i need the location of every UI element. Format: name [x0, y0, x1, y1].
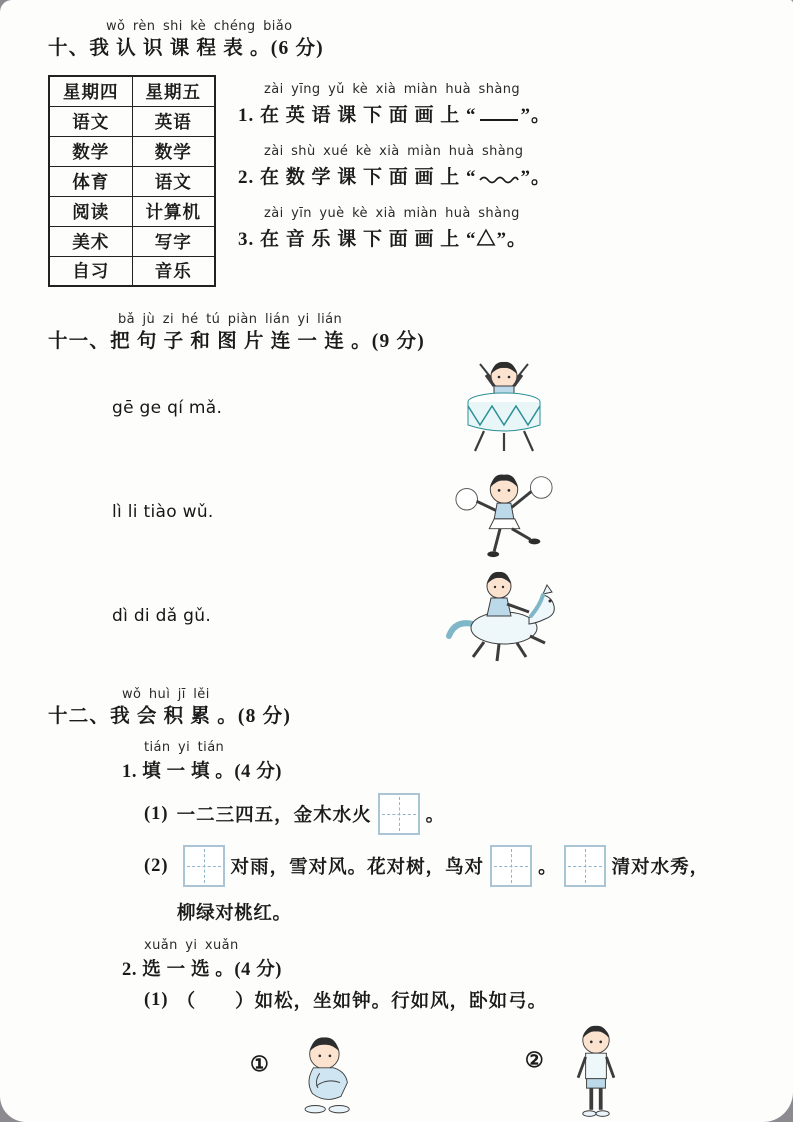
- child-playing-drum-illustration[interactable]: [418, 358, 590, 458]
- table-header-row: [49, 76, 215, 106]
- schedule-cell: 计算机: [132, 196, 215, 226]
- match-row-3: [48, 564, 757, 668]
- schedule-cell: 数学: [49, 136, 132, 166]
- sentence-play-drum[interactable]: dì di dǎ gǔ.: [112, 606, 212, 626]
- fill-in-pinyin: tián yi tián: [144, 740, 225, 755]
- table-row: [49, 136, 215, 166]
- task-3-pinyin: zài yīn yuè kè xià miàn huà shàng: [264, 206, 520, 221]
- straight-line-mark: [480, 106, 518, 121]
- fill-question-2-line-2: 柳绿对桃红。: [177, 904, 292, 924]
- question-text: 清对水秀，: [611, 858, 710, 878]
- sentence-ride-horse[interactable]: gē ge qí mǎ.: [112, 398, 223, 418]
- task-1-pinyin: zài yīng yǔ kè xià miàn huà shàng: [264, 82, 520, 97]
- choose-pinyin: xuǎn yi xuǎn: [144, 938, 239, 953]
- triangle-mark: △: [476, 229, 497, 250]
- question-suffix: 。: [425, 806, 446, 826]
- option-2[interactable]: [525, 1023, 634, 1122]
- task-2-pinyin: zài shù xué kè xià miàn huà shàng: [264, 144, 524, 159]
- writing-grid-box[interactable]: [490, 845, 532, 887]
- schedule-cell: 体育: [49, 166, 132, 196]
- choose-options: [250, 1023, 757, 1122]
- option-2-number: ②: [524, 1048, 544, 1072]
- section-11-pinyin: bǎ jù zi hé tú piàn lián yi lián: [118, 312, 343, 327]
- choose-subsection: [122, 937, 757, 1122]
- question-text: （ ）如松，坐如钟。行如风，卧如弓。: [176, 992, 548, 1012]
- table-row: [49, 196, 215, 226]
- question-text: 一二三四五，金木水火: [176, 806, 372, 826]
- table-row: [49, 106, 215, 136]
- header-thursday: 星期四: [49, 76, 132, 106]
- choose-question-1: [144, 987, 757, 1013]
- task-2-text: 2. 在 数 学 课 下 面 画 上 “ ”。: [238, 167, 552, 188]
- section-10-title: 十、我 认 识 课 程 表 。(6 分): [48, 38, 324, 59]
- question-label: (1): [144, 989, 169, 1010]
- option-1-number: ①: [250, 1052, 269, 1076]
- table-row: [49, 226, 215, 256]
- section-12-pinyin: wǒ huì jī lěi: [122, 687, 210, 702]
- section-11: [48, 311, 757, 668]
- task-english-class: [238, 81, 551, 127]
- writing-grid-box[interactable]: [378, 793, 420, 835]
- section-10-tasks: [238, 75, 551, 287]
- child-squatting-illustration: [283, 1031, 375, 1122]
- match-row-1: [48, 356, 757, 460]
- task-3-text: 3. 在 音 乐 课 下 面 画 上 “△”。: [238, 229, 528, 250]
- section-10: [48, 18, 757, 287]
- child-dancing-illustration[interactable]: [418, 460, 590, 564]
- question-text: 对雨，雪对风。花对树，鸟对: [230, 858, 485, 878]
- schedule-cell: 语文: [49, 106, 132, 136]
- table-row: [49, 166, 215, 196]
- schedule-cell: 语文: [132, 166, 215, 196]
- task-math-class: [238, 143, 551, 189]
- fill-question-1: [144, 793, 757, 835]
- schedule-cell: 美术: [49, 226, 132, 256]
- question-text: 。: [538, 858, 558, 878]
- child-riding-horse-illustration[interactable]: [418, 566, 590, 666]
- wavy-line-mark: [479, 173, 519, 184]
- question-label: (2): [144, 855, 169, 876]
- task-1-text: 1. 在 英 语 课 下 面 画 上 “ ”。: [238, 105, 552, 126]
- fill-question-2: [144, 845, 757, 887]
- schedule-cell: 自习: [49, 256, 132, 286]
- schedule-cell: 英语: [132, 106, 215, 136]
- schedule-cell: 数学: [132, 136, 215, 166]
- schedule-cell: 音乐: [132, 256, 215, 286]
- option-1[interactable]: [250, 1031, 375, 1122]
- schedule-cell: 阅读: [49, 196, 132, 226]
- task-music-class: [238, 205, 551, 251]
- section-10-pinyin: wǒ rèn shi kè chéng biǎo: [106, 19, 293, 34]
- header-friday: 星期五: [132, 76, 215, 106]
- question-label: (1): [144, 803, 169, 824]
- section-12-title: 十二、我 会 积 累 。(8 分): [48, 706, 292, 727]
- choose-title: 2. 选 一 选 。(4 分): [122, 960, 283, 980]
- match-row-2: [48, 460, 757, 564]
- writing-grid-box[interactable]: [183, 845, 225, 887]
- fill-in-subsection: [122, 739, 757, 925]
- schedule-cell: 写字: [132, 226, 215, 256]
- schedule-table: [48, 75, 216, 287]
- table-row: [49, 256, 215, 286]
- writing-grid-box[interactable]: [564, 845, 606, 887]
- sentence-dance[interactable]: lì li tiào wǔ.: [112, 502, 214, 522]
- section-12: [48, 686, 757, 1122]
- fill-in-title: 1. 填 一 填 。(4 分): [122, 762, 283, 782]
- section-11-title: 十一、把 句 子 和 图 片 连 一 连 。(9 分): [48, 331, 425, 352]
- child-standing-illustration: [558, 1023, 634, 1122]
